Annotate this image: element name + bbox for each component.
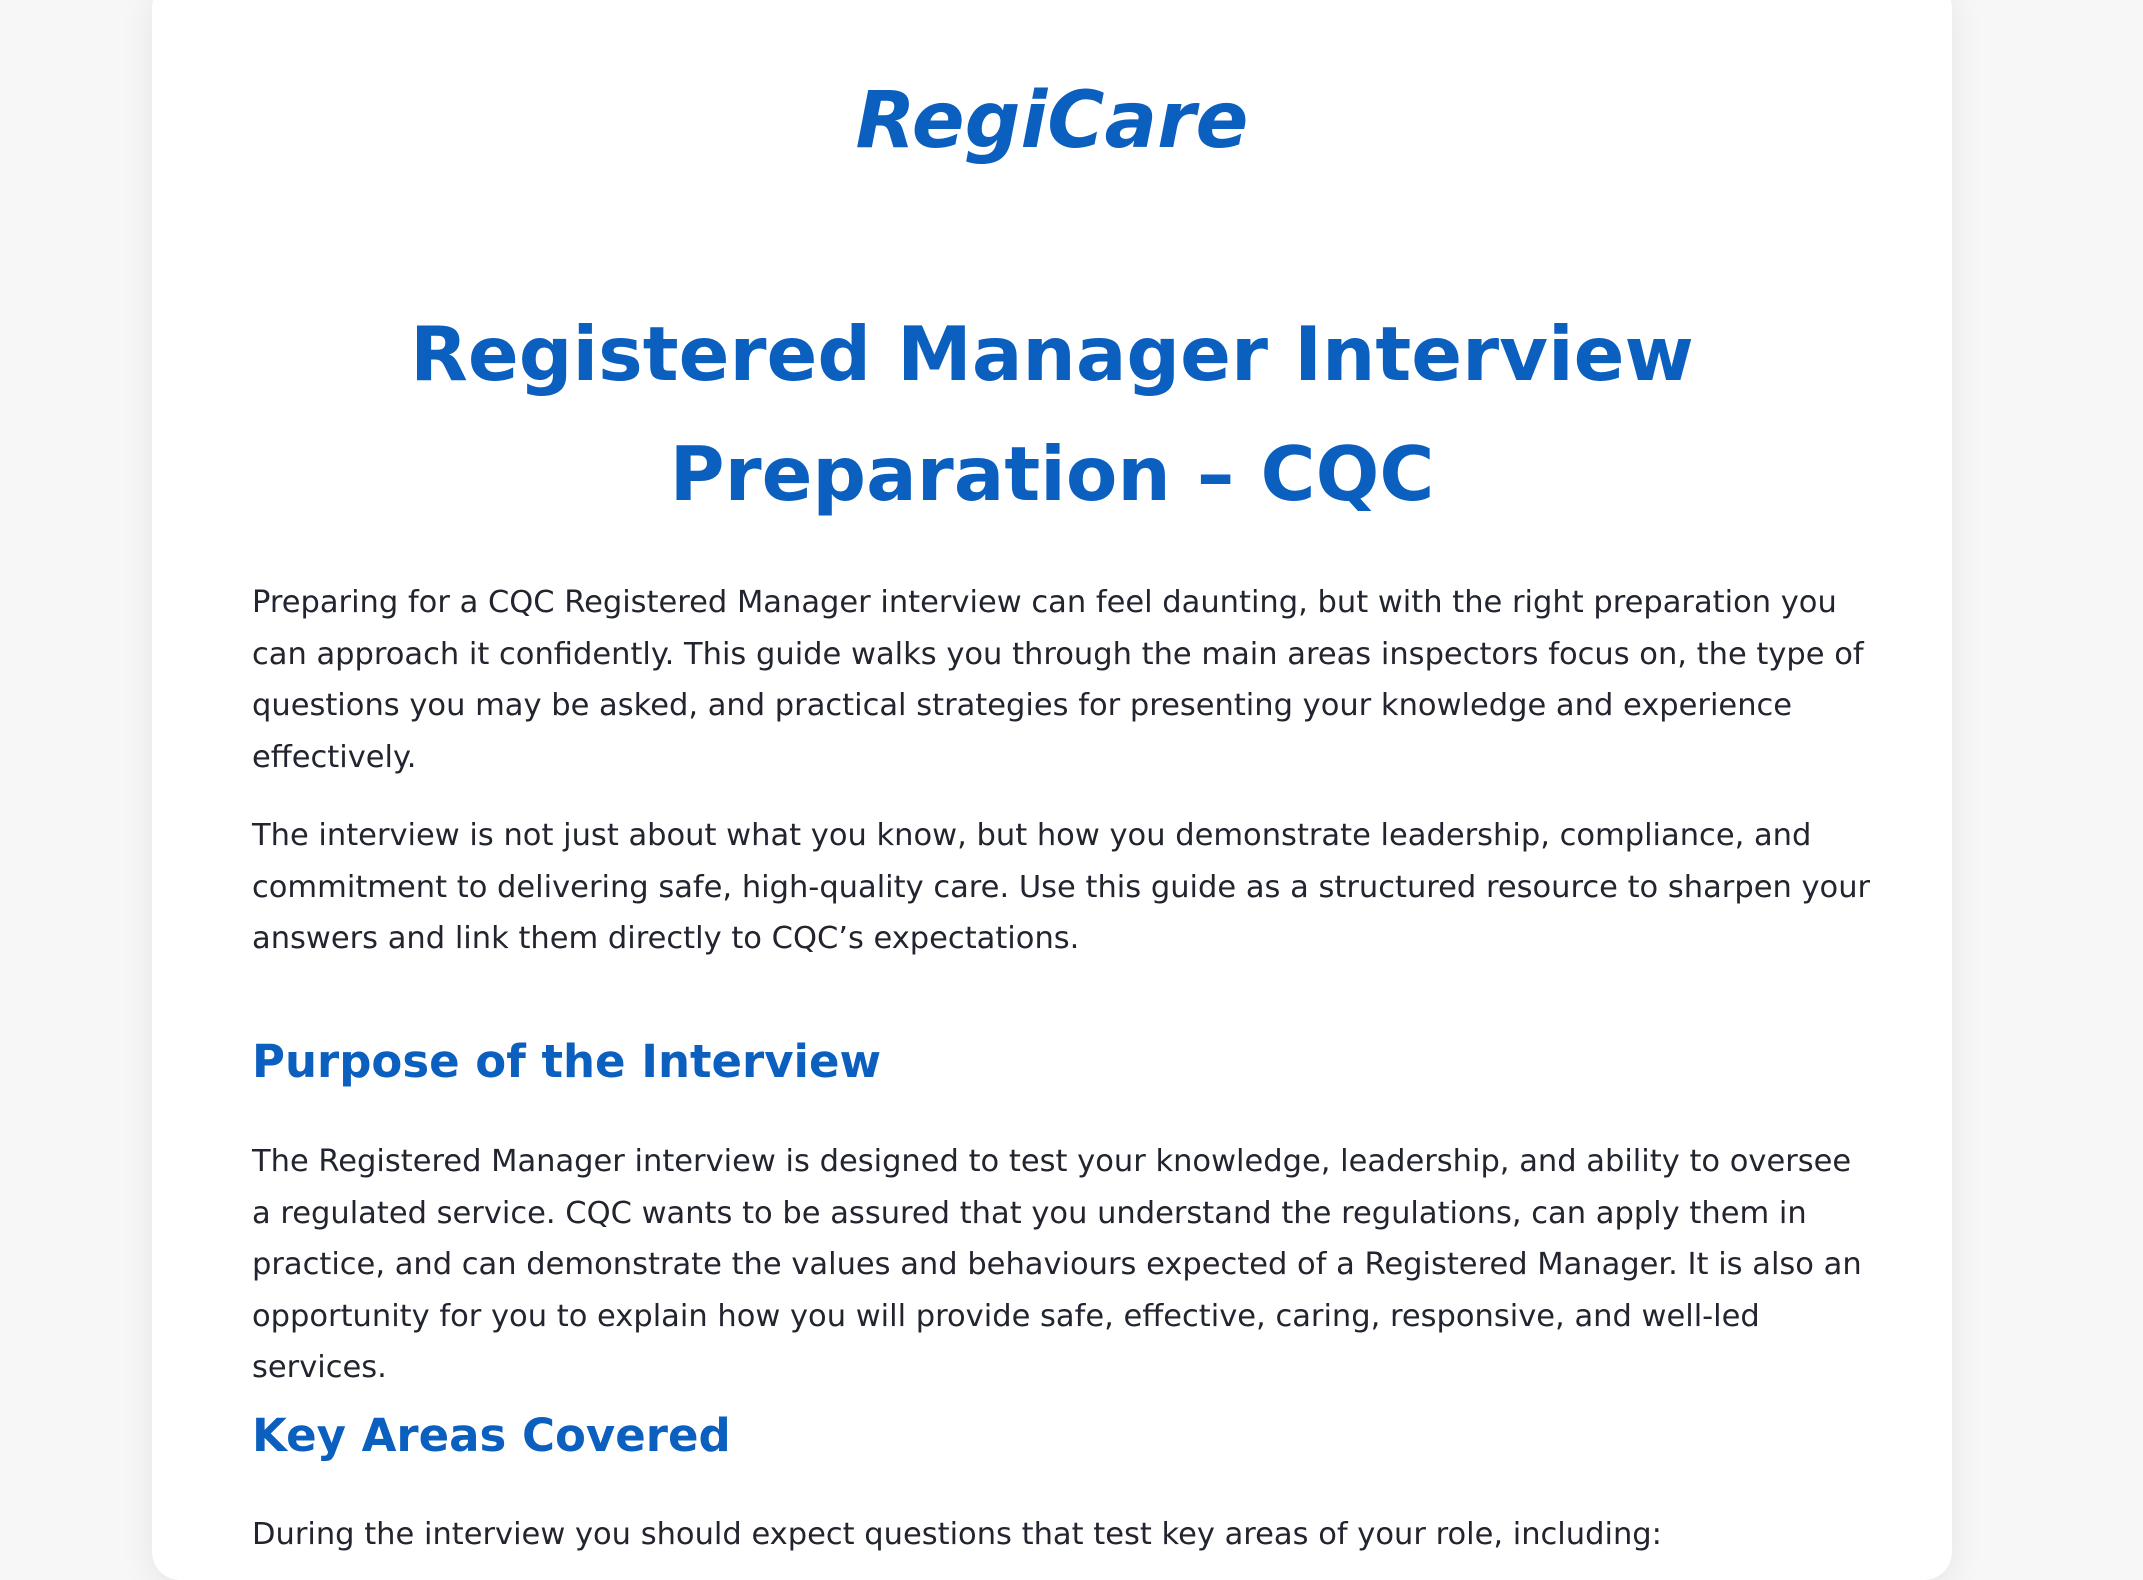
section-body-purpose: The Registered Manager interview is designed to test your knowledge, leadership, and ability to oversee a regulated service. CQC wants to be assured that you understand the regulations, can apply them in practice, and can demonstrate the values and behaviours expected of a Registered Manager. It is also an opportunity for you to explain how you will provide safe, effective, caring, responsive, and well-led services. [252, 1144, 1862, 1385]
section-heading-purpose: Purpose of the Interview [252, 1035, 882, 1088]
section-body-key-areas: During the interview you should expect questions that test key areas of your role, including: [252, 1517, 1662, 1552]
regicare-logo[interactable]: RegiCare [855, 76, 1249, 166]
section-heading-key-areas: Key Areas Covered [252, 1409, 731, 1462]
intro-paragraph-1: Preparing for a CQC Registered Manager interview can feel daunting, but with the right preparation you can approach it confidently. This guide walks you through the main areas inspectors focus on, the type of questions you may be asked, and practical strategies for presenting your knowledge and experience effectively. [252, 585, 1864, 775]
intro-paragraph-2: The interview is not just about what you know, but how you demonstrate leadership, compliance, and commitment to delivering safe, high-quality care. Use this guide as a structured resource to sharpen your answers and link them directly to CQC’s expectations. [252, 818, 1871, 956]
article-card [152, 0, 1952, 1580]
page-title: Registered Manager Interview Preparation – CQC [410, 310, 1694, 518]
